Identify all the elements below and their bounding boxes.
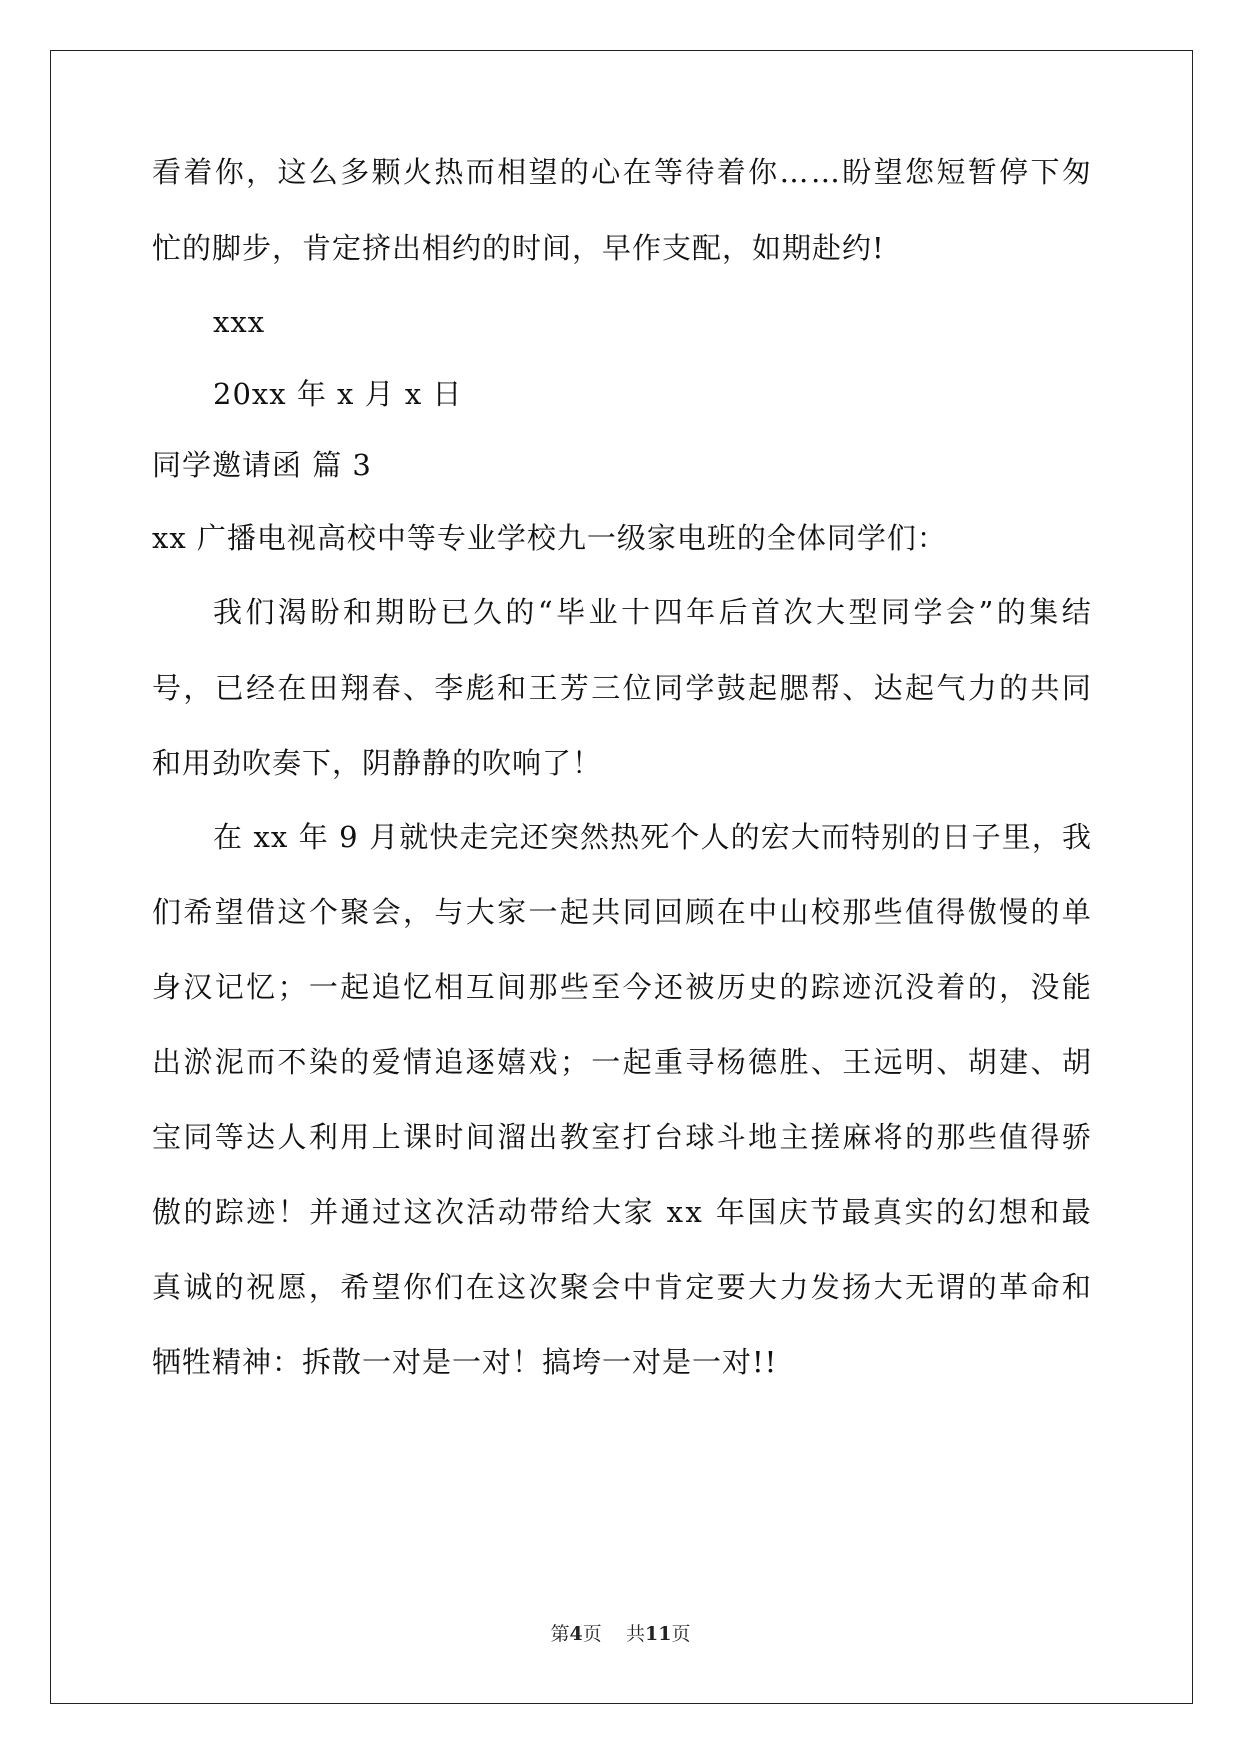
- paragraph-line: 傲 的 踪 迹 ！ 并 通 过 这 次 活 动 带 给 大 家 x x 年 国 庆 节 最 真 实 的 幻 想 和 最: [152, 1195, 1092, 1229]
- paragraph-line: 号 ， 已 经 在 田 翔 春 、 李 彪 和 王 芳 三 位 同 学 鼓 起 腮 帮 、 达 起 气 力 的 共 同: [152, 671, 1092, 705]
- signature-name: xxx: [213, 305, 266, 339]
- salutation: xx 广播电视高校中等专业学校九一级家电班的全体同学们：: [152, 521, 947, 555]
- section-heading: 同学邀请函 篇 3: [152, 448, 372, 482]
- footer-page-suffix: 页: [582, 1623, 602, 1645]
- paragraph-line: 真 诚 的 祝 愿 ， 希 望 你 们 在 这 次 聚 会 中 肯 定 要 大 力 发 扬 大 无 谓 的 革 命 和: [152, 1270, 1092, 1304]
- paragraph-line: 身 汉 记 忆 ； 一 起 追 忆 相 互 间 那 些 至 今 还 被 历 史 的 踪 迹 沉 没 着 的 ， 没 能: [152, 970, 1092, 1004]
- paragraph-line: 和用劲吹奏下，阴静静的吹响了！: [152, 746, 603, 780]
- page-border: [50, 50, 1193, 1704]
- paragraph-line: 忙的脚步，肯定挤出相约的时间，早作支配，如期赴约!: [152, 231, 885, 265]
- footer-total-prefix: 共: [625, 1623, 645, 1645]
- paragraph-line: 牺牲精神：拆散一对是一对！搞垮一对是一对!!: [152, 1345, 778, 1379]
- footer-page-number: 4: [569, 1623, 583, 1645]
- footer-total-pages: 11: [644, 1623, 672, 1645]
- paragraph-line: 我 们 渴 盼 和 期 盼 已 久 的 “ 毕 业 十 四 年 后 首 次 大 型 同 学 会 ” 的 集 结: [213, 595, 1092, 629]
- footer-total-suffix: 页: [671, 1623, 691, 1645]
- paragraph-line: 宝 同 等 达 人 利 用 上 课 时 间 溜 出 教 室 打 台 球 斗 地 主 搓 麻 将 的 那 些 值 得 骄: [152, 1120, 1092, 1154]
- paragraph-line: 出 淤 泥 而 不 染 的 爱 情 追 逐 嬉 戏 ； 一 起 重 寻 杨 德 胜 、 王 远 明 、 胡 建 、 胡: [152, 1045, 1092, 1079]
- paragraph-line: 们 希 望 借 这 个 聚 会 ， 与 大 家 一 起 共 同 回 顾 在 中 山 校 那 些 值 得 傲 慢 的 单: [152, 895, 1092, 929]
- paragraph-line: 在 x x 年 9 月 就 快 走 完 还 突 然 热 死 个 人 的 宏 大 而 特 别 的 日 子 里 ， 我: [213, 820, 1092, 854]
- signature-date: 20xx 年 x 月 x 日: [213, 377, 463, 411]
- paragraph-line: 看 着 你 ， 这 么 多 颗 火 热 而 相 望 的 心 在 等 待 着 你 … … 盼 望 您 短 暂 停 下 匆: [152, 155, 1092, 189]
- page-footer: [0, 1622, 1241, 1646]
- footer-page-prefix: 第: [550, 1623, 570, 1645]
